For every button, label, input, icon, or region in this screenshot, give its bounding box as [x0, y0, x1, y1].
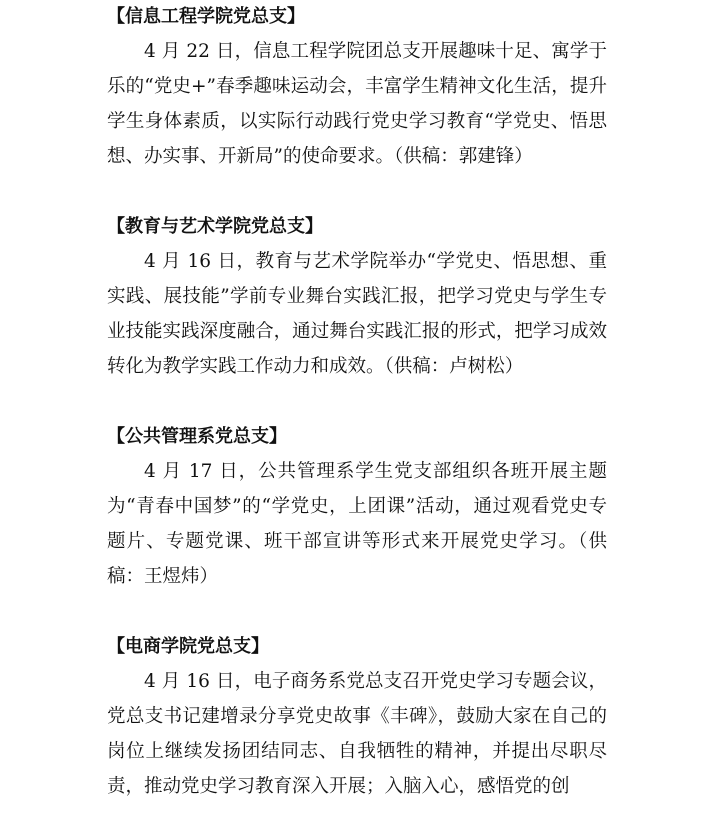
- section-e-commerce: [107, 630, 607, 804]
- section-spacer: [107, 384, 607, 420]
- section-heading: 【电商学院党总支】: [107, 636, 269, 657]
- section-heading: 【信息工程学院党总支】: [107, 6, 305, 27]
- section-paragraph: 4 月 22 日，信息工程学院团总支开展趣味十足、寓学于乐的“党史+”春季趣味运动会，丰富学生精神文化生活，提升学生身体素质，以实际行动践行党史学习教育“学党史、悟思想、办实事、开新局”的使命要求。（供稿：郭建锋）: [107, 41, 607, 167]
- section-spacer: [107, 174, 607, 210]
- section-information-engineering: [107, 0, 607, 174]
- section-paragraph: 4 月 16 日，电子商务系党总支召开党史学习专题会议，党总支书记建增录分享党史故事《丰碑》，鼓励大家在自己的岗位上继续发扬团结同志、自我牺牲的精神，并提出尽职尽责，推动党史学习教育深入开展；入脑入心，感悟党的创: [107, 671, 607, 797]
- section-spacer: [107, 594, 607, 630]
- section-public-management: [107, 420, 607, 594]
- section-paragraph: 4 月 16 日，教育与艺术学院举办“学党史、悟思想、重实践、展技能”学前专业舞台实践汇报，把学习党史与学生专业技能实践深度融合，通过舞台实践汇报的形式，把学习成效转化为教学实践工作动力和成效。（供稿：卢树松）: [107, 251, 607, 377]
- section-heading: 【教育与艺术学院党总支】: [107, 216, 323, 237]
- section-heading: 【公共管理系党总支】: [107, 426, 287, 447]
- section-paragraph: 4 月 17 日，公共管理系学生党支部组织各班开展主题为“青春中国梦”的“学党史，上团课”活动，通过观看党史专题片、专题党课、班干部宣讲等形式来开展党史学习。（供稿：王煜炜）: [107, 461, 607, 587]
- section-education-arts: [107, 210, 607, 384]
- document-page: [107, 0, 607, 804]
